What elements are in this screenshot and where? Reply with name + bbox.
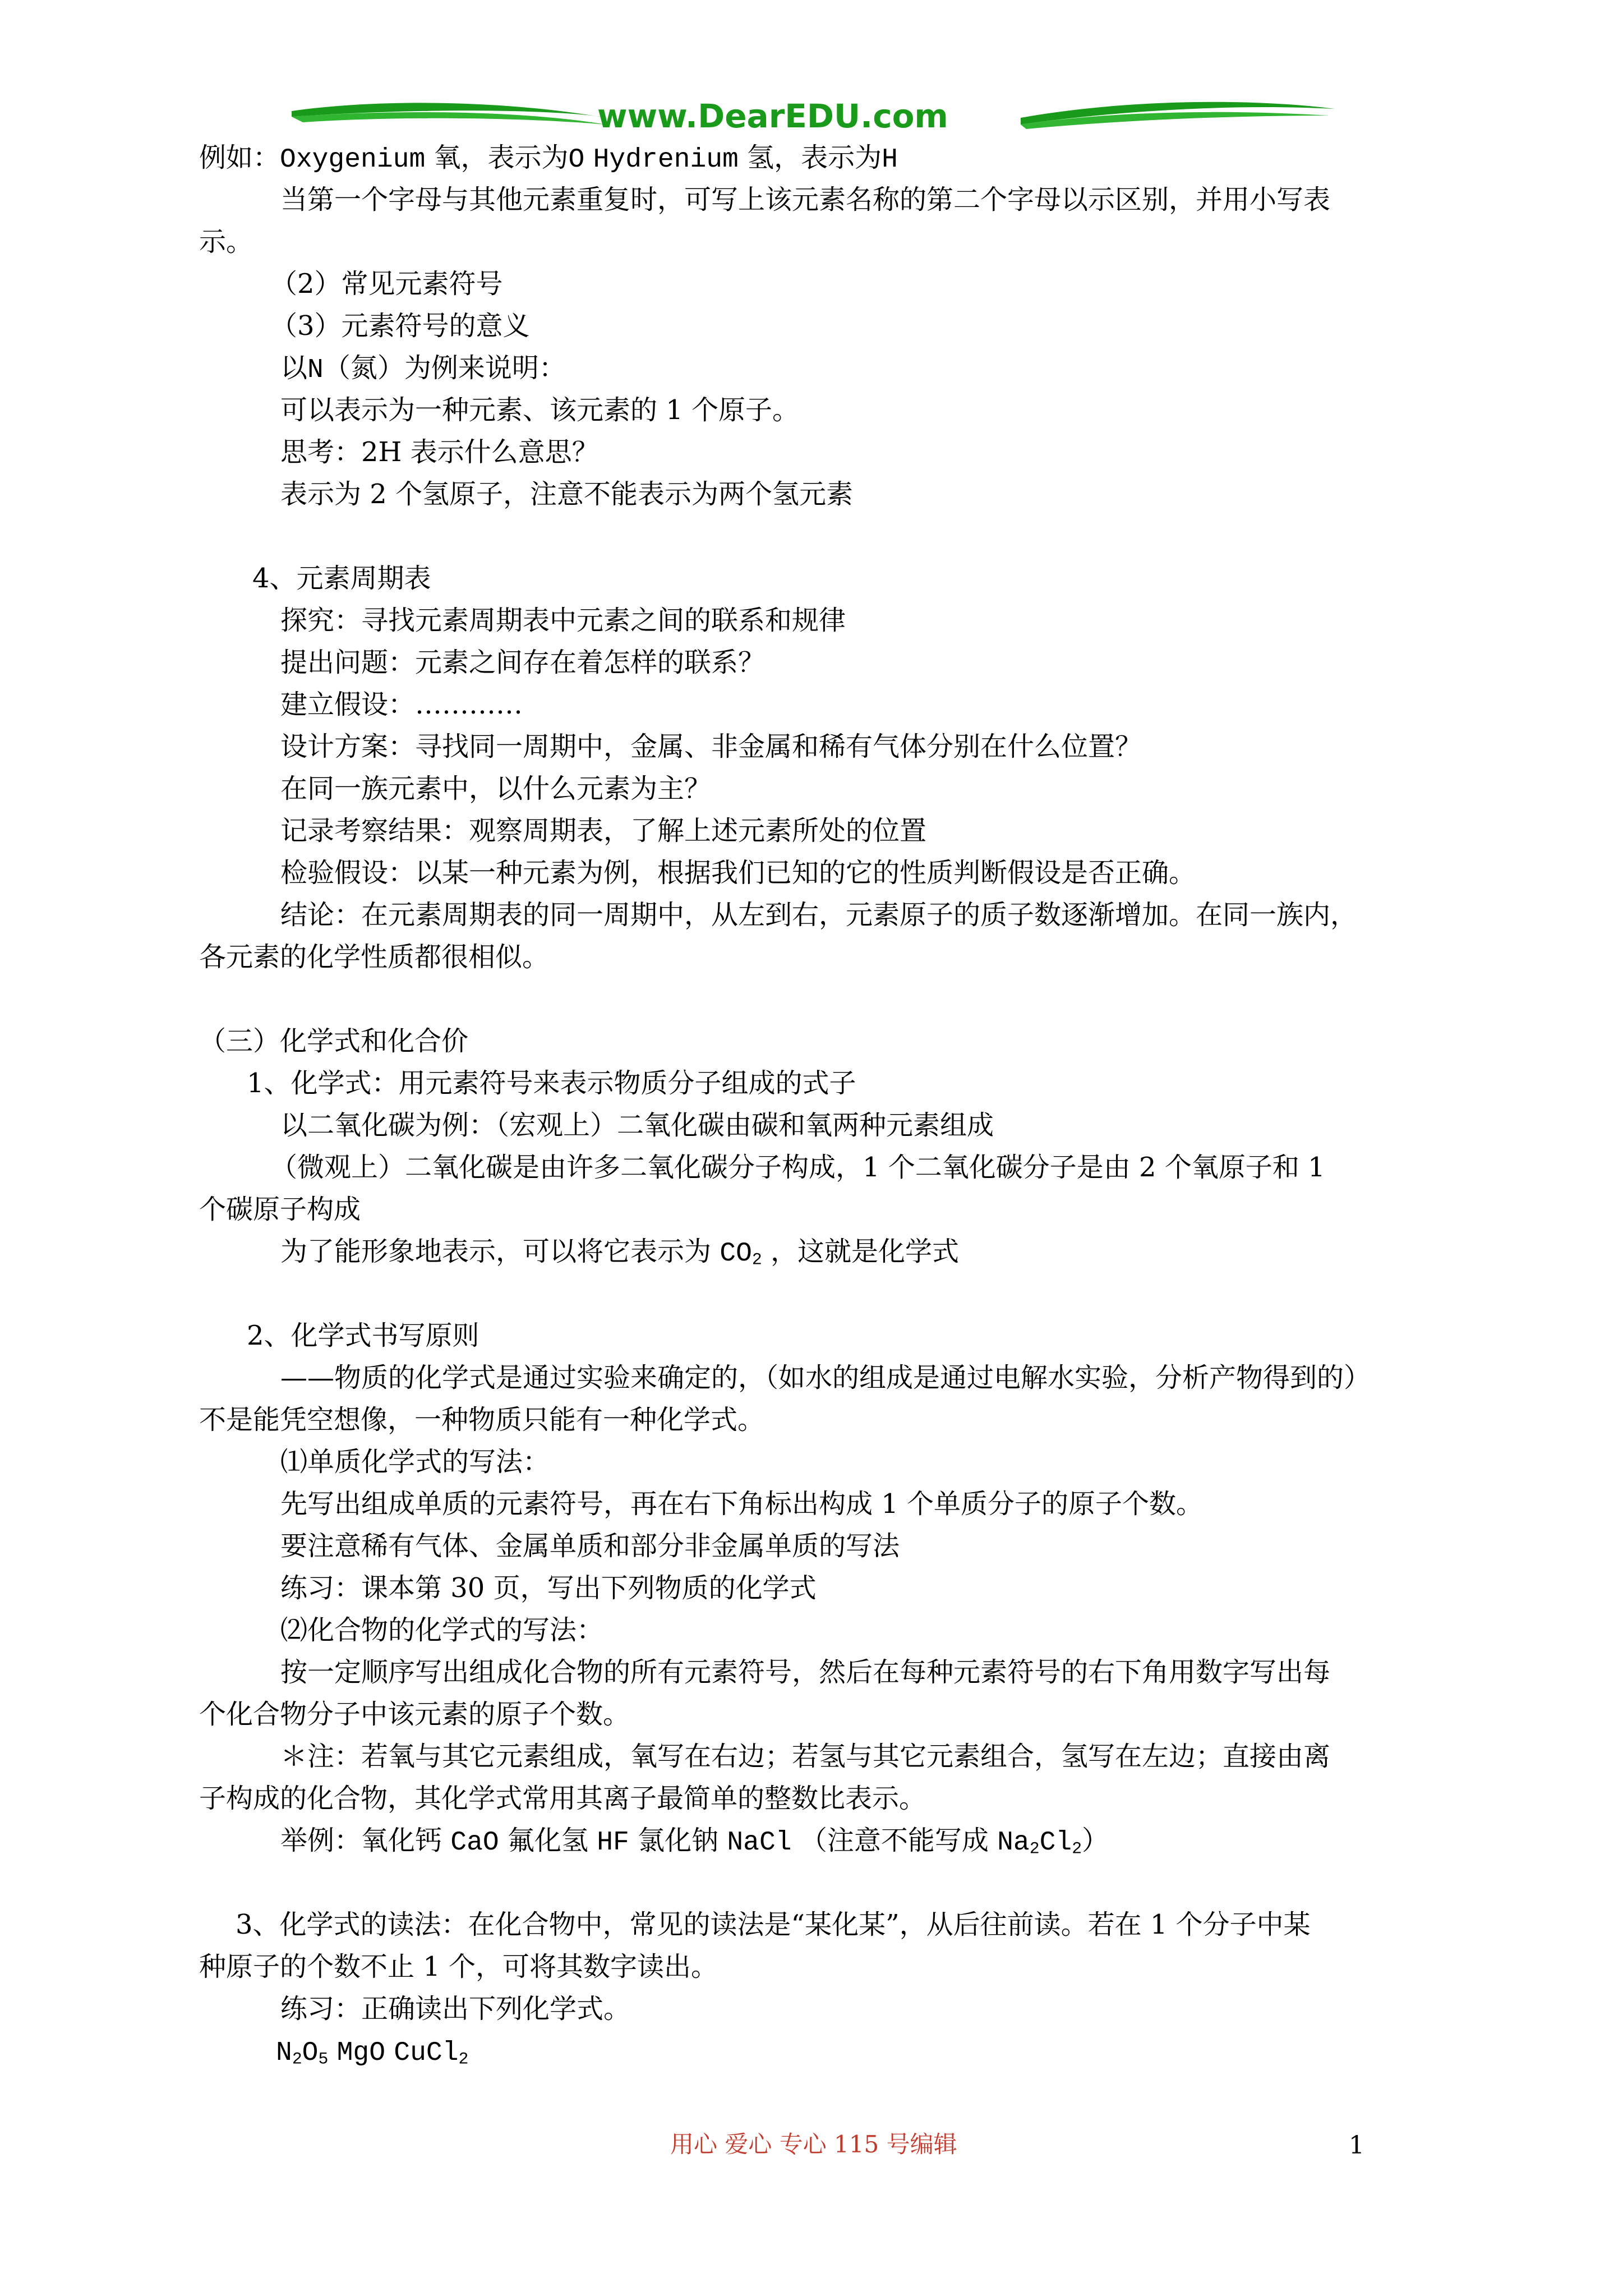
text-run: Hydrenium [593,145,739,175]
text-run: 在同一族元素中，以什么元素为主？ [280,773,712,804]
text-line [280,1572,817,1604]
text-run: 提出问题：元素之间存在着怎样的联系？ [280,647,766,678]
text-run: 种原子的个数不止 1 个，可将其数字读出。 [199,1951,718,1982]
text-run: N [307,355,324,385]
text-run [328,2035,336,2067]
subscript: 2 [292,2049,302,2069]
text-line [270,1152,1325,1183]
subscript: 2 [1029,1839,1040,1858]
text-line [280,436,599,468]
text-line [280,899,1357,931]
text-line [280,815,926,846]
text-line [280,184,1330,215]
text-run: 以 [280,352,308,384]
text-line [247,1320,479,1351]
text-run: 结论：在元素周期表的同一周期中，从左到右，元素原子的质子数逐渐增加。在同一族内， [280,899,1358,931]
text-run: 当第一个字母与其他元素重复时，可写上该元素名称的第二个字母以示区别，并用小写表 [280,184,1331,215]
text-run: N [276,2038,292,2068]
text-line [280,1110,994,1141]
text-run: Oxygenium [280,145,426,175]
subscript: 5 [318,2049,329,2069]
text-run: 氯化钠 [629,1825,727,1856]
text-line [280,1488,1203,1520]
text-line [199,1194,361,1225]
text-run: （注意不能写成 [791,1825,998,1856]
text-run: 氢，表示为 [738,142,882,173]
text-run: （微观上）二氧化碳是由许多二氧化碳分子构成，1 个二氧化碳分子是由 2 个氧原子和 1 [270,1152,1325,1183]
text-run: 探究：寻找元素周期表中元素之间的联系和规律 [280,605,846,636]
text-line [199,941,549,973]
text-line [199,1699,630,1730]
text-run: 思考：2H 表示什么意思？ [280,436,599,468]
text-run: 要注意稀有气体、金属单质和部分非金属单质的写法 [280,1530,900,1562]
text-line [280,1614,603,1646]
text-line [280,773,711,804]
subscript: 2 [751,1250,762,1269]
text-run: O [568,145,585,175]
text-run: ） [1082,1825,1109,1856]
text-line [280,857,1196,889]
text-run: 1、化学式：用元素符号来表示物质分子组成的式子 [247,1068,856,1099]
text-run [584,142,593,173]
text-line [280,1993,630,2024]
text-line [276,2035,468,2069]
text-run: 各元素的化学性质都很相似。 [199,941,550,973]
text-run: 表示为 2 个氢原子，注意不能表示为两个氢元素 [280,478,854,510]
text-line [280,478,853,510]
text-line [280,1446,550,1478]
text-run: CO [720,1239,752,1269]
text-run: 建立假设：………… [280,689,523,720]
text-line [280,647,765,678]
text-run: 子构成的化合物，其化学式常用其离子最简单的整数比表示。 [199,1783,926,1814]
text-run: 练习：课本第 30 页，写出下列物质的化学式 [280,1572,817,1604]
text-run: ，这就是化学式 [762,1236,959,1267]
text-run: 可以表示为一种元素、该元素的 1 个原子。 [280,394,800,426]
text-line [280,1236,959,1269]
text-line [199,142,898,176]
text-line [199,226,253,257]
text-run: HF [597,1828,629,1858]
subscript: 2 [1072,1839,1082,1858]
text-run: 氧，表示为 [425,142,569,173]
text-run: 按一定顺序写出组成化合物的所有元素符号，然后在每种元素符号的右下角用数字写出每 [280,1657,1331,1688]
text-run: Cl [1039,1828,1072,1858]
subscript: 2 [458,2049,469,2069]
text-run: CuCl [394,2038,459,2068]
text-run: 3、化学式的读法：在化合物中，常见的读法是“某化某”，从后往前读。若在 1 个分子中某 [236,1909,1311,1940]
text-line [280,352,566,386]
text-line [270,268,503,300]
text-run: 示。 [199,226,253,257]
text-run: NaCl [727,1828,792,1858]
text-run: ＊注：若氧与其它元素组成，氧写在右边；若氢与其它元素组合，氢写在左边；直接由离 [280,1741,1331,1772]
text-run: 4、元素周期表 [252,563,431,594]
text-run: 记录考察结果：观察周期表，了解上述元素所处的位置 [280,815,927,846]
text-run: 例如： [199,142,280,173]
text-run: CaO [450,1828,499,1858]
text-line [280,1741,1330,1772]
text-run: 个碳原子构成 [199,1194,361,1225]
text-line [280,689,523,720]
text-run: 设计方案：寻找同一周期中，金属、非金属和稀有气体分别在什么位置？ [280,731,1142,762]
text-line [199,1404,764,1435]
text-line [280,731,1142,762]
text-line [199,1783,926,1814]
text-line [280,605,846,636]
text-line [236,1909,1311,1940]
text-line [280,1530,900,1562]
text-run: ——物质的化学式是通过实验来确定的，（如水的组成是通过电解水实验，分析产物得到的） [280,1362,1371,1393]
page-number: 1 [1349,2131,1364,2160]
footer-text: 用心 爱心 专心 115 号编辑 [670,2131,957,2158]
text-line [280,1825,1109,1858]
text-line [280,394,799,426]
text-line [252,563,431,594]
text-run: MgO [336,2038,386,2068]
text-run: ⑵化合物的化学式的写法： [280,1614,604,1646]
text-run: 2、化学式书写原则 [247,1320,479,1351]
text-run: Na [997,1828,1030,1858]
text-line [280,1362,1371,1393]
text-run: （2）常见元素符号 [270,268,503,300]
text-run: 练习：正确读出下列化学式。 [280,1993,631,2024]
text-run [385,2035,394,2067]
text-run: ⑴单质化学式的写法： [280,1446,550,1478]
text-run: H [882,145,898,175]
text-run: 为了能形象地表示，可以将它表示为 [280,1236,720,1267]
text-run: 个化合物分子中该元素的原子个数。 [199,1699,630,1730]
text-run: 氟化氢 [499,1825,597,1856]
text-run: 先写出组成单质的元素符号，再在右下角标出构成 1 个单质分子的原子个数。 [280,1488,1204,1520]
text-line [270,310,530,342]
text-run: O [302,2038,319,2068]
text-run: 不是能凭空想像，一种物质只能有一种化学式。 [199,1404,765,1435]
site-url: www.DearEDU.com [597,97,948,135]
text-line [199,1951,718,1982]
text-run: （三）化学式和化合价 [199,1025,469,1057]
text-run: 举例：氧化钙 [280,1825,451,1856]
text-run: 检验假设：以某一种元素为例，根据我们已知的它的性质判断假设是否正确。 [280,857,1196,889]
text-run: 以二氧化碳为例：（宏观上）二氧化碳由碳和氧两种元素组成 [280,1110,994,1141]
text-line [280,1657,1330,1688]
text-line [247,1068,856,1099]
text-run: （氮）为例来说明： [323,352,566,384]
section-heading [199,1025,468,1057]
text-run: （3）元素符号的意义 [270,310,530,342]
